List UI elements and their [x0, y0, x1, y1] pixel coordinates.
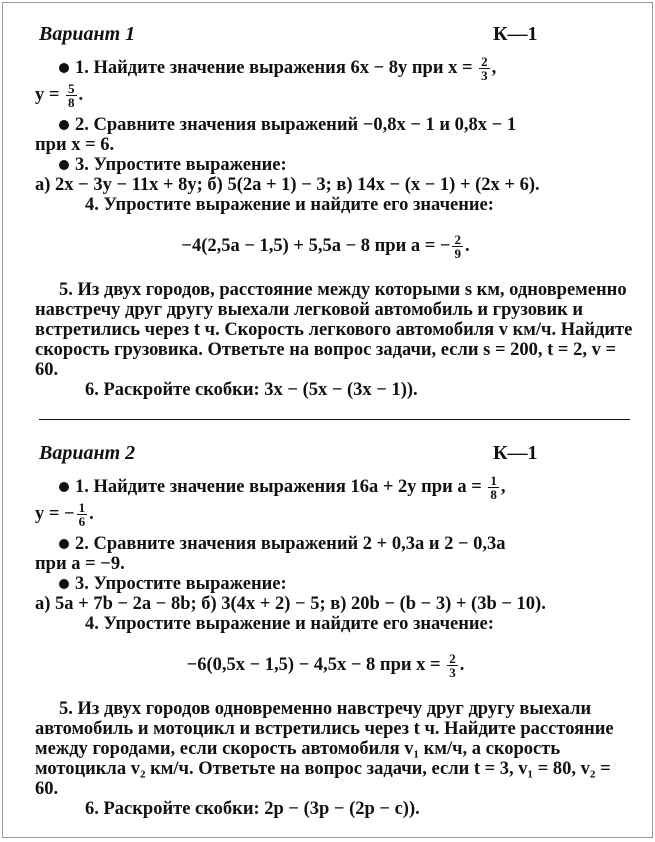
fraction-denominator: 8	[68, 95, 75, 110]
task-5: 5. Из двух городов, расстояние между которыми s км, одновременно навстречу друг другу выехали легковой автомобиль и грузовик и встретились через t ч. Скорость легкового автомобиля v км/ч. Найдите скорость грузовика. Ответьте на вопрос задачи, если s = 200, t = 2, v = 60.	[35, 280, 633, 380]
fraction	[488, 474, 499, 501]
task-1-cont	[13, 82, 638, 109]
fraction-numerator: 2	[449, 651, 456, 666]
task-3-cont: а) 2x − 3y − 11x + 8y; б) 5(2a + 1) − 3; в) 14x − (x − 1) + (2x + 6).	[35, 175, 540, 195]
task-4-end: .	[464, 235, 470, 256]
task-3-text: 3. Упростите выражение:	[75, 155, 287, 175]
task-2	[13, 115, 638, 135]
fraction-denominator: 6	[78, 514, 86, 529]
task-4-expr: −6(0,5x − 1,5) − 4,5x − 8 при x =	[186, 654, 446, 675]
worksheet-page	[2, 2, 653, 838]
fraction-numerator: 2	[481, 54, 488, 69]
task-2-cont: при x = 6.	[35, 135, 115, 155]
task-1-tail: ,	[500, 476, 506, 497]
task-4-end: .	[459, 654, 465, 675]
bullet-icon	[59, 160, 69, 170]
fraction-denominator: 3	[481, 68, 488, 83]
task-4-expression	[13, 652, 638, 679]
task-4: 4. Упростите выражение и найдите его значение:	[85, 614, 494, 634]
task-6: 6. Раскройте скобки: 2p − (3p − (2p − c)).	[85, 799, 420, 819]
variant-divider	[39, 419, 630, 420]
task-2-text: 2. Сравните значения выражений 2 + 0,3a и 2 − 0,3a	[75, 534, 506, 554]
fraction-numerator: 1	[78, 500, 86, 515]
fraction	[66, 82, 77, 109]
task-2	[13, 534, 638, 554]
fraction-denominator: 9	[454, 246, 461, 261]
fraction	[452, 233, 463, 260]
task-1-cont	[13, 501, 638, 528]
bullet-icon	[59, 63, 69, 73]
task-2-text: 2. Сравните значения выражений −0,8x − 1 и 0,8x − 1	[75, 115, 517, 135]
task-4: 4. Упростите выражение и найдите его значение:	[85, 195, 494, 215]
variant-code: К—1	[493, 442, 538, 464]
fraction	[77, 501, 88, 528]
fraction	[447, 652, 458, 679]
fraction-numerator: 2	[454, 232, 461, 247]
task-1-y: y = −	[35, 503, 75, 524]
fraction	[479, 55, 490, 82]
task-1	[13, 474, 638, 501]
task-1-text: 1. Найдите значение выражения 16a + 2y при a =	[75, 476, 487, 497]
bullet-icon	[59, 539, 69, 549]
task-3	[13, 574, 638, 594]
variant-2	[13, 436, 638, 819]
variant-code: К—1	[493, 23, 538, 45]
task-1	[13, 55, 638, 82]
variant-1	[13, 17, 638, 400]
task-2-cont: при a = −9.	[35, 554, 125, 574]
variant-header	[13, 17, 638, 55]
task-3-cont: а) 5a + 7b − 2a − 8b; б) 3(4x + 2) − 5; в) 20b − (b − 3) + (3b − 10).	[35, 594, 546, 614]
variant-header	[13, 436, 638, 474]
variant-title: Вариант 1	[39, 23, 136, 45]
variant-title: Вариант 2	[39, 442, 136, 464]
fraction-denominator: 8	[490, 487, 497, 502]
task-1-end: .	[89, 503, 94, 524]
bullet-icon	[59, 120, 69, 130]
bullet-icon	[59, 482, 69, 492]
task-3	[13, 155, 638, 175]
task-1-y: y =	[35, 84, 65, 105]
task-1-text: 1. Найдите значение выражения 6x − 8y при x =	[75, 57, 478, 78]
task-3-text: 3. Упростите выражение:	[75, 574, 287, 594]
task-4-expr: −4(2,5a − 1,5) + 5,5a − 8 при a = −	[181, 235, 451, 256]
fraction-numerator: 5	[68, 81, 75, 96]
bullet-icon	[59, 579, 69, 589]
task-6: 6. Раскройте скобки: 3x − (5x − (3x − 1)).	[85, 380, 418, 400]
task-1-tail: ,	[491, 57, 497, 78]
fraction-numerator: 1	[490, 473, 497, 488]
fraction-denominator: 3	[449, 665, 456, 680]
task-5: 5. Из двух городов одновременно навстречу друг другу выехали автомобиль и мотоцикл и встретились через t ч. Найдите расстояние между городами, если скорость автомобиля v₁ км/ч, а скорость мотоцикла v₂ км/ч. Ответьте на вопрос задачи, если t = 3, v₁ = 80, v₂ = 60.	[35, 699, 614, 799]
task-1-end: .	[78, 84, 84, 105]
task-4-expression	[13, 233, 638, 260]
